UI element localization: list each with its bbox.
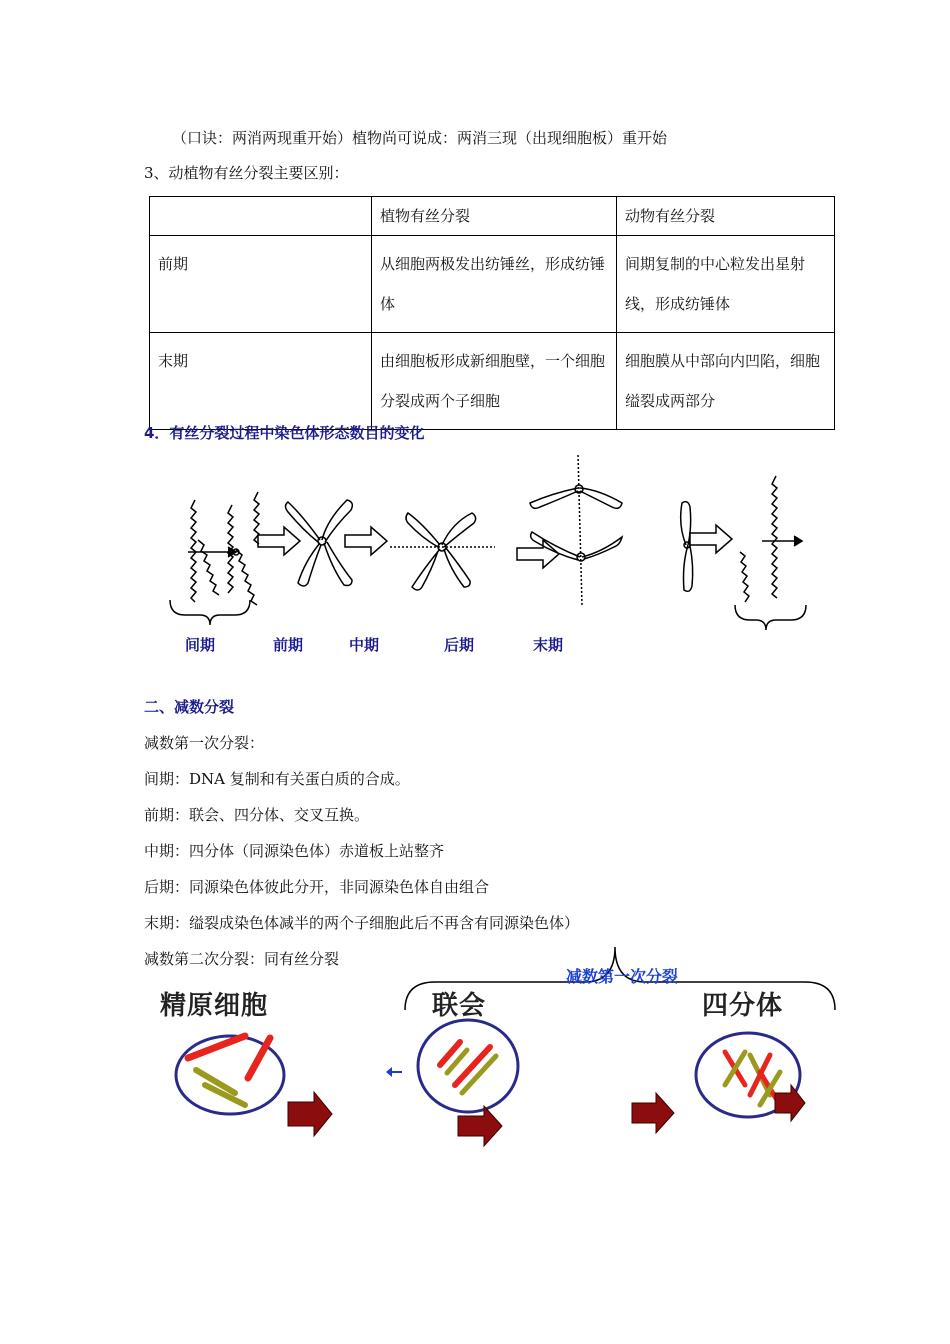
stage-label-anaphase: 后期 [444, 636, 475, 654]
table-cell: 前期 [150, 236, 372, 333]
meiosis-figure-title: 减数第一次分裂 [566, 967, 679, 986]
process-arrow [632, 1093, 674, 1133]
table-header-plant: 植物有丝分裂 [372, 197, 617, 236]
cell-label-tetrad: 四分体 [702, 991, 784, 1021]
meiosis-step: 中期：四分体（同源染色体）赤道板上站整齐 [144, 842, 445, 860]
table-cell: 由细胞板形成新细胞壁，一个细胞分裂成两个子细胞 [372, 333, 617, 430]
mnemonic-text: （口诀：两消两现重开始）植物尚可说成：两消三现（出现细胞板）重开始 [172, 129, 668, 147]
process-arrow [288, 1092, 332, 1136]
table-cell: 间期复制的中心粒发出星射线，形成纺锤体 [617, 236, 835, 333]
section4-title: 4．有丝分裂过程中染色体形态数目的变化 [144, 424, 425, 442]
meiosis-step: 末期：缢裂成染色体减半的两个子细胞此后不再含有同源染色体） [144, 914, 580, 932]
second-division-text: 减数第二次分裂：同有丝分裂 [144, 950, 340, 968]
table-header-animal: 动物有丝分裂 [617, 197, 835, 236]
stage-label-telophase: 末期 [533, 636, 564, 654]
cell-label-spermatogonium: 精原细胞 [160, 991, 269, 1021]
meiosis-step: 前期：联会、四分体、交叉互换。 [144, 806, 370, 824]
table-cell: 从细胞两极发出纺锤丝，形成纺锤体 [372, 236, 617, 333]
section3-title: 3、动植物有丝分裂主要区别： [144, 164, 349, 182]
stage-label-prophase: 前期 [273, 636, 304, 654]
stage-label-interphase: 间期 [185, 636, 216, 654]
cell-label-synapsis: 联会 [432, 991, 487, 1021]
table-cell: 末期 [150, 333, 372, 430]
meiosis-step: 间期：DNA 复制和有关蛋白质的合成。 [144, 770, 410, 788]
table-cell: 细胞膜从中部向内凹陷，细胞缢裂成两部分 [617, 333, 835, 430]
synapsis-cell [418, 1020, 518, 1112]
stage-label-metaphase: 中期 [349, 636, 380, 654]
first-division-heading: 减数第一次分裂： [144, 734, 265, 752]
meiosis-title: 二、减数分裂 [144, 698, 235, 716]
meiosis-step: 后期：同源染色体彼此分开，非同源染色体自由组合 [144, 878, 490, 896]
